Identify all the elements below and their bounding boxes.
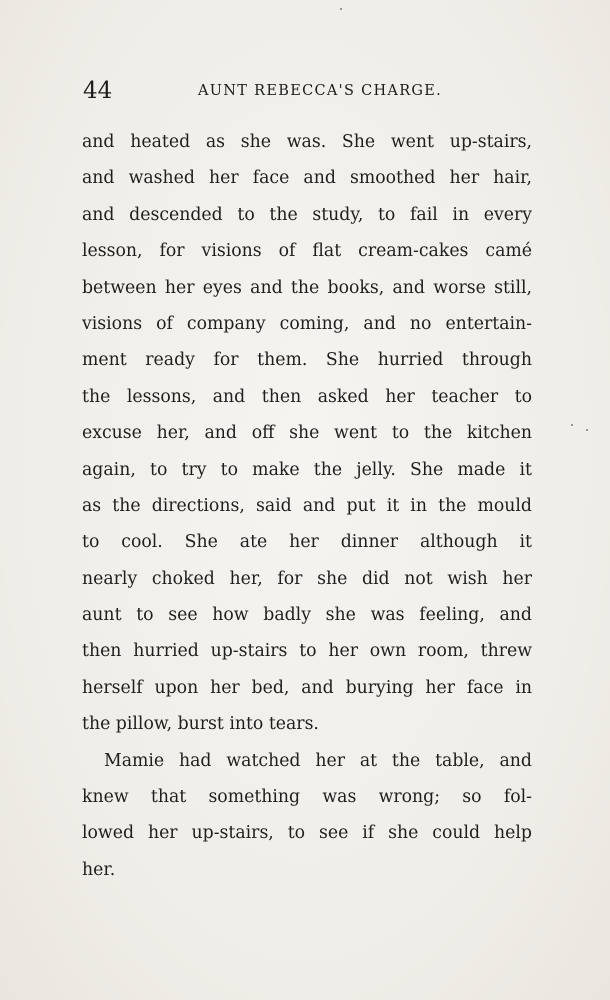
text-line: knew that something was wrong; so fol- xyxy=(82,787,532,808)
body-text xyxy=(82,124,532,888)
text-line: as the directions, said and put it in the mould xyxy=(82,495,532,516)
text-line: lowed her up-stairs, to see if she could help xyxy=(82,823,532,844)
text-line: lesson, for visions of flat cream-cakes camé xyxy=(82,241,532,262)
page-header xyxy=(83,76,533,106)
text-line: aunt to see how badly she was feeling, and xyxy=(82,605,532,626)
page-number: 44 xyxy=(83,78,113,104)
text-line: ment ready for them. She hurried through xyxy=(82,350,532,371)
text-line: visions of company coming, and no entertain- xyxy=(82,313,532,334)
text-line: and heated as she was. She went up-stairs, xyxy=(82,132,532,152)
text-line: the pillow, burst into tears. xyxy=(82,714,319,735)
text-line: the lessons, and then asked her teacher to xyxy=(82,386,532,407)
text-line: again, to try to make the jelly. She made it xyxy=(82,459,532,480)
paper-speck xyxy=(340,8,342,10)
text-line: nearly choked her, for she did not wish her xyxy=(82,568,532,589)
running-head: AUNT REBECCA'S CHARGE. xyxy=(198,83,443,99)
text-line: to cool. She ate her dinner although it xyxy=(82,532,532,553)
text-line: excuse her, and off she went to the kitchen xyxy=(82,423,532,444)
paper-speck xyxy=(571,424,573,426)
text-line: between her eyes and the books, and worse still, xyxy=(82,277,532,298)
text-line: Mamie had watched her at the table, and xyxy=(104,750,532,771)
text-line: and washed her face and smoothed her hair, xyxy=(82,168,532,189)
text-line: her. xyxy=(82,859,116,880)
paper-speck xyxy=(586,429,588,431)
text-line: herself upon her bed, and burying her face in xyxy=(82,677,532,698)
text-line: and descended to the study, to fail in every xyxy=(82,204,532,225)
text-line: then hurried up-stairs to her own room, threw xyxy=(82,641,532,662)
